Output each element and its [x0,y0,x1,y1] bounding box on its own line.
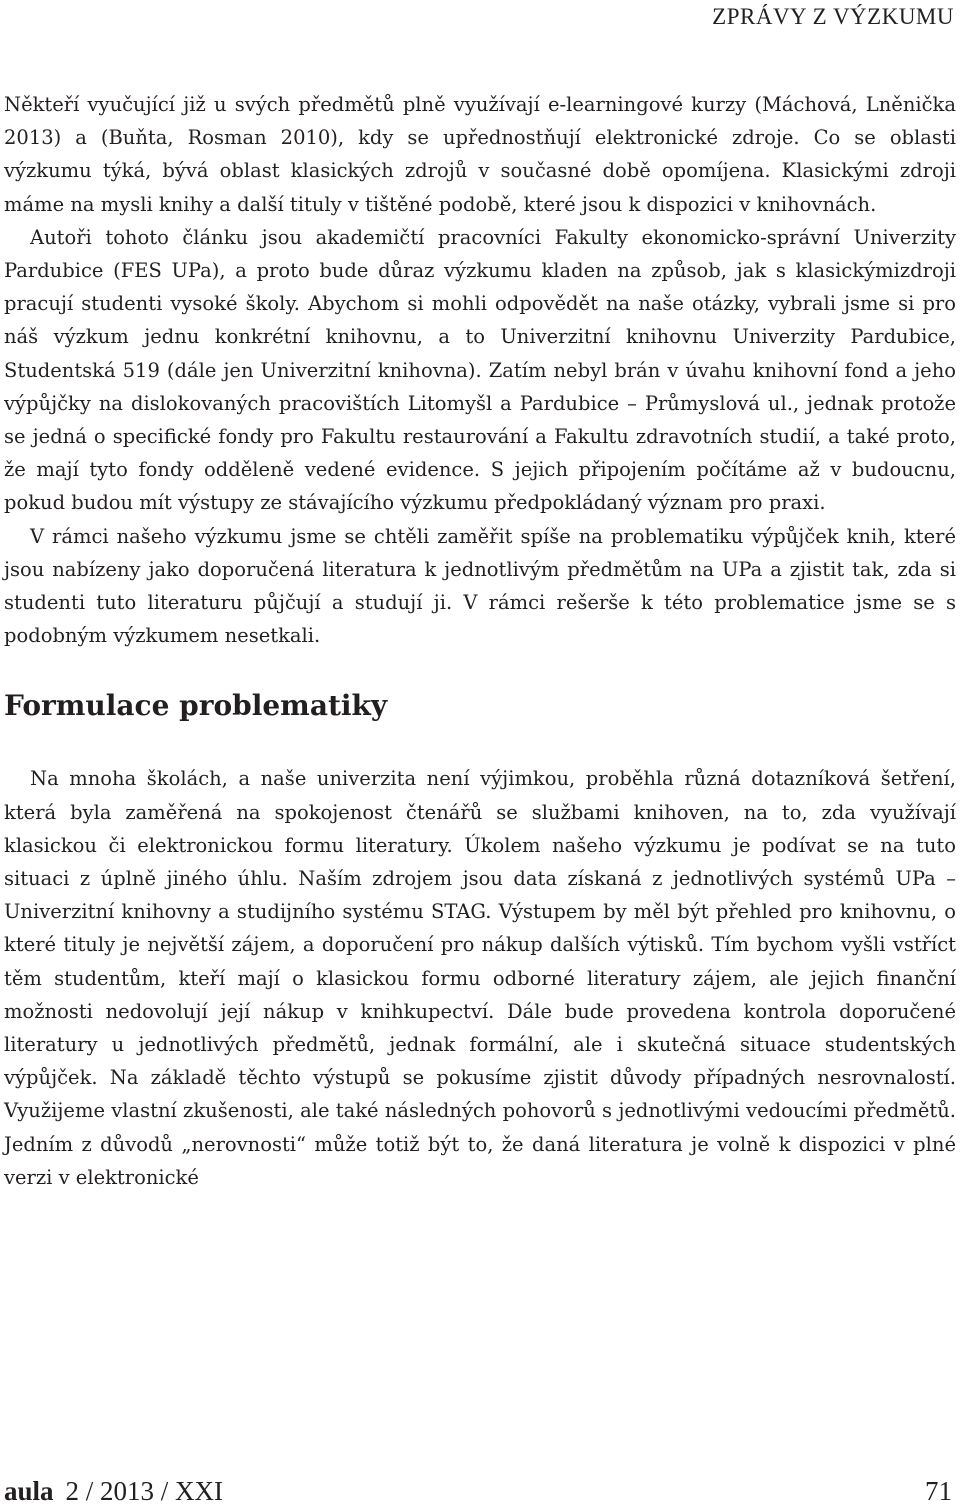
page-footer [4,1474,952,1508]
paragraph-3: V rámci našeho výzkumu jsme se chtěli zaměřit spíše na problematiku výpůjček knih, které jsou nabízeny jako doporučená literatura k jednotlivým předmětům na UPa a zjistit tak, zda si studenti tuto literaturu půjčují a studují ji. V rámci rešerše k této problematice jsme se s podobným výzkumem nesetkali. [4,524,956,648]
section-heading: Formulace problematiky [4,689,388,723]
journal-info [4,1474,223,1508]
paragraph-1: Někteří vyučující již u svých předmětů plně využívají e-learningové kurzy (Máchová, Lněnička 2013) a (Buňta, Rosman 2010), kdy se upřednostňují elektronické zdroje. Co se oblasti výzkumu týká, bývá oblast klasických zdrojů v současné době opomíjena. Klasickými zdroji máme na mysli knihy a další tituly v tištěné podobě, které jsou k dispozici v knihovnách. [4,93,956,216]
journal-issue: 2 / 2013 / XXI [65,1476,224,1506]
article-body [4,88,956,1194]
page-number: 71 [925,1476,952,1506]
journal-name: aula [4,1476,54,1506]
running-head: ZPRÁVY Z VÝZKUMU [712,4,954,29]
paragraph-2: Autoři tohoto článku jsou akademičtí pracovníci Fakulty ekonomicko-správní Univerzity Pardubice (FES UPa), a proto bude důraz výzkumu kladen na způsob, jak s klasickýmizdroji pracují studenti vysoké školy. Abychom si mohli odpovědět na naše otázky, vybrali jsme si pro náš výzkum jednu konkrétní knihovnu, a to Univerzitní knihovnu Univerzity Pardubice, Studentská 519 (dále jen Univerzitní knihovna). Zatím nebyl brán v úvahu knihovní fond a jeho výpůjčky na dislokovaných pracovištích Litomyšl a Pardubice – Průmyslová ul., jednak protože se jedná o specifické fondy pro Fakultu restaurování a Fakultu zdravotních studií, a také proto, že mají tyto fondy odděleně vedené evidence. S jejich připojením počítáme až v budoucnu, pokud budou mít výstupy ze stávajícího výzkumu předpokládaný význam pro praxi. [4,225,956,515]
section-paragraph: Na mnoha školách, a naše univerzita není výjimkou, proběhla různá dotazníková šetření, která byla zaměřená na spokojenost čtenářů se službami knihoven, na to, zda využívají klasickou či elektronickou formu literatury. Úkolem našeho výzkumu je podívat se na tuto situaci z úplně jiného úhlu. Naším zdrojem jsou data získaná z jednotlivých systémů UPa – Univerzitní knihovny a studijního systému STAG. Výstupem by měl být přehled pro knihovnu, o které tituly je největší zájem, a doporučení pro nákup dalších výtisků. Tím bychom vyšli vstříct těm studentům, kteří mají o klasickou formu odborné literatury zájem, ale jejich finanční možnosti nedovolují její nákup v knihkupectví. Dále bude provedena kontrola doporučené literatury u jednotlivých předmětů, jednak formální, ale i skutečná situace studentských výpůjček. Na základě těchto výstupů se pokusíme zjistit důvody případných nesrovnalostí. Využijeme vlastní zkušenosti, ale také následných pohovorů s jednotlivými vedoucími předmětů. Jedním z důvodů „nerovnosti“ může totiž být to, že daná literatura je volně k dispozici v plné verzi v elektronické [4,767,956,1189]
